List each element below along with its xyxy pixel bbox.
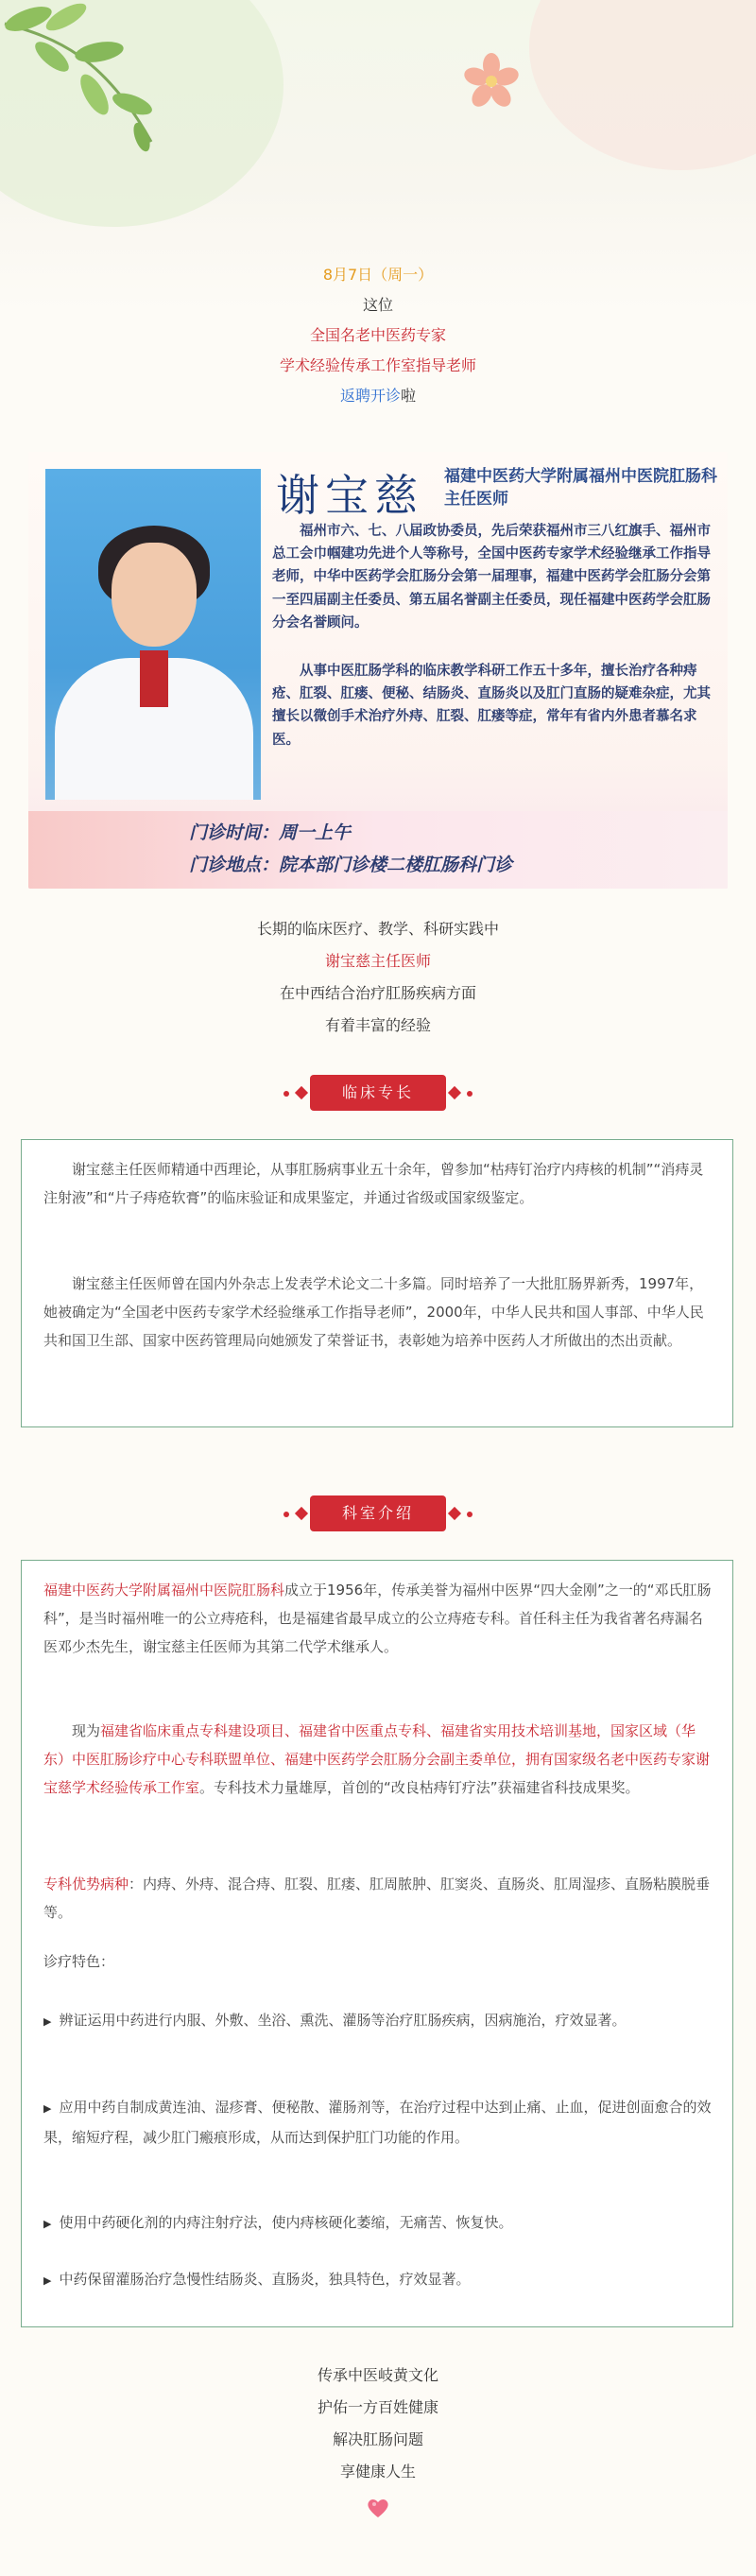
dept-p2-prefix: 现为 (72, 1722, 101, 1739)
feature-text: 辨证运用中药进行内服、外敷、坐浴、熏洗、灌肠等治疗肛肠疾病，因病施治，疗效显著。 (59, 2012, 627, 2029)
feature-text: 应用中药自制成黄连油、湿疹膏、便秘散、灌肠剂等，在治疗过程中达到止痛、止血，促进创面愈合的效果，缩短疗程，减少肛门瘢痕形成，从而达到保护肛门功能的作用。 (43, 2099, 712, 2146)
doctor-photo (45, 469, 261, 800)
feature-text: 中药保留灌肠治疗急慢性结肠炎、直肠炎，独具特色，疗效显著。 (59, 2271, 471, 2288)
flower-icon (463, 52, 520, 109)
doctor-name: 谢宝慈 (276, 470, 423, 521)
doctor-bio-2: 从事中医肛肠学科的临床教学科研工作五十多年，擅长治疗各种痔疮、肛裂、肛瘘、便秘、结肠炎、直肠炎以及肛门直肠的疑难杂症，尤其擅长以微创手术治疗外痔、肛裂、肛瘘等症，常年有省内外患者慕名求医。 (272, 663, 711, 748)
heart-icon (366, 2496, 390, 2520)
triangle-bullet-icon: ▶ (43, 2102, 52, 2115)
doctor-bio-1: 福州市六、七、八届政协委员，先后荣获福州市三八红旗手、福州市总工会巾帼建功先进个人等称号，全国中医药专家学术经验继承工作指导老师，中华中医药学会肛肠分会第一届理事，福建中医药学会肛肠分会第一至四届副主任委员、第五届名誉副主任委员，现任福建中医药学会肛肠分会名誉顾问。 (272, 523, 711, 631)
specialty-paragraph-2: 谢宝慈主任医师曾在国内外杂志上发表学术论文二十多篇。同时培养了一大批肛肠界新秀，1997年，她被确定为“全国老中医药专家学术经验继承工作指导老师”，2000年，中华人民共和国人事部、中华人民共和国卫生部、国家中医药管理局向她颁发了荣誉证书，表彰她为培养中医药人才所做出的杰出贡献。 (43, 1275, 704, 1349)
mid-line-4: 有着丰富的经验 (324, 1016, 431, 1034)
photo-tie (140, 650, 168, 707)
leaf-branch-icon (0, 0, 189, 161)
footer-line-2: 护佑一方百姓健康 (317, 2398, 438, 2416)
header-dot-left (284, 1512, 289, 1517)
section-title-dept: 科室介绍 (310, 1495, 446, 1531)
decor-blob-right (529, 0, 756, 170)
mid-line-3: 在中西结合治疗肛肠疾病方面 (279, 984, 476, 1002)
feature-item-2 (43, 2093, 713, 2152)
dept-paragraph-2 (43, 1717, 713, 1802)
diseases-text: ：内痔、外痔、混合痔、肛裂、肛瘘、肛周脓肿、肛窦炎、直肠炎、肛周湿疹、直肠粘膜脱垂等。 (43, 1876, 711, 1921)
footer-line-3: 解决肛肠问题 (332, 2430, 423, 2448)
clinic-place: 门诊地点：院本部门诊楼二楼肛肠科门诊 (189, 855, 513, 875)
doctor-banner (28, 452, 728, 889)
clinic-info-bar (28, 811, 728, 889)
feature-text: 使用中药硬化剂的内痔注射疗法，使内痔核硬化萎缩，无痛苦、恢复快。 (59, 2214, 513, 2231)
clinic-time: 门诊时间：周一上午 (189, 822, 352, 843)
feature-item-4 (43, 2265, 713, 2295)
dept-history: 成立于1956年，传承美誉为福州中医界“四大金刚”之一的“邓氏肛肠科”，是当时福州唯一的公立痔疮科，也是福建省最早成立的公立痔疮专科。首任科主任为我省著名痔漏名医邓少杰先生，谢宝慈主任医师为其第二代学术继承人。 (43, 1582, 712, 1655)
triangle-bullet-icon: ▶ (43, 2274, 52, 2287)
intro-line-4 (0, 384, 756, 408)
footer-line-1: 传承中医岐黄文化 (317, 2366, 438, 2384)
features-label: 诊疗特色： (43, 1953, 115, 1970)
triangle-bullet-icon: ▶ (43, 2218, 52, 2230)
header-dot-left (284, 1091, 289, 1097)
intro-line-1: 这位 (362, 296, 393, 314)
dept-name: 福建中医药大学附属福州中医院肛肠科 (43, 1582, 285, 1599)
intro-line-2: 全国名老中医药专家 (309, 326, 446, 344)
mid-line-1: 长期的临床医疗、教学、科研实践中 (256, 920, 499, 938)
diseases-label: 专科优势病种 (43, 1876, 129, 1893)
dept-diseases (43, 1870, 713, 1927)
intro-suffix: 啦 (401, 387, 417, 405)
section-title-specialty: 临床专长 (310, 1075, 446, 1111)
feature-item-3 (43, 2208, 713, 2239)
dept-paragraph-1 (43, 1576, 713, 1661)
triangle-bullet-icon: ▶ (43, 2015, 52, 2028)
intro-highlight: 返聘开诊 (339, 387, 401, 405)
doctor-title: 福建中医药大学附属福州中医院肛肠科主任医师 (444, 467, 717, 509)
dept-honors: 福建省临床重点专科建设项目、福建省中医重点专科、福建省实用技术培训基地，国家区域（华东）中医肛肠诊疗中心专科联盟单位、福建中医药学会肛肠分会副主委单位，拥有国家级名老中医药专家谢宝慈学术经验传承工作室 (43, 1722, 711, 1796)
intro-date: 8月7日（周一） (322, 266, 434, 284)
intro-line-3: 学术经验传承工作室指导老师 (279, 356, 476, 374)
header-dot-right (467, 1091, 472, 1097)
feature-item-1 (43, 2006, 713, 2036)
mid-line-2: 谢宝慈主任医师 (324, 952, 431, 970)
section-header-specialty (0, 1075, 756, 1113)
photo-face (112, 543, 197, 647)
dept-p2-rest: 。专科技术力量雄厚，首创的“改良枯痔钉疗法”获福建省科技成果奖。 (199, 1779, 640, 1796)
header-dot-right (467, 1512, 472, 1517)
footer-line-4: 享健康人生 (339, 2463, 416, 2481)
specialty-paragraph-1: 谢宝慈主任医师精通中西理论，从事肛肠病事业五十余年，曾参加“枯痔钉治疗内痔核的机制”“消痔灵注射液”和“片子痔疮软膏”的临床验证和成果鉴定，并通过省级或国家级鉴定。 (43, 1161, 704, 1206)
section-header-dept (0, 1495, 756, 1533)
